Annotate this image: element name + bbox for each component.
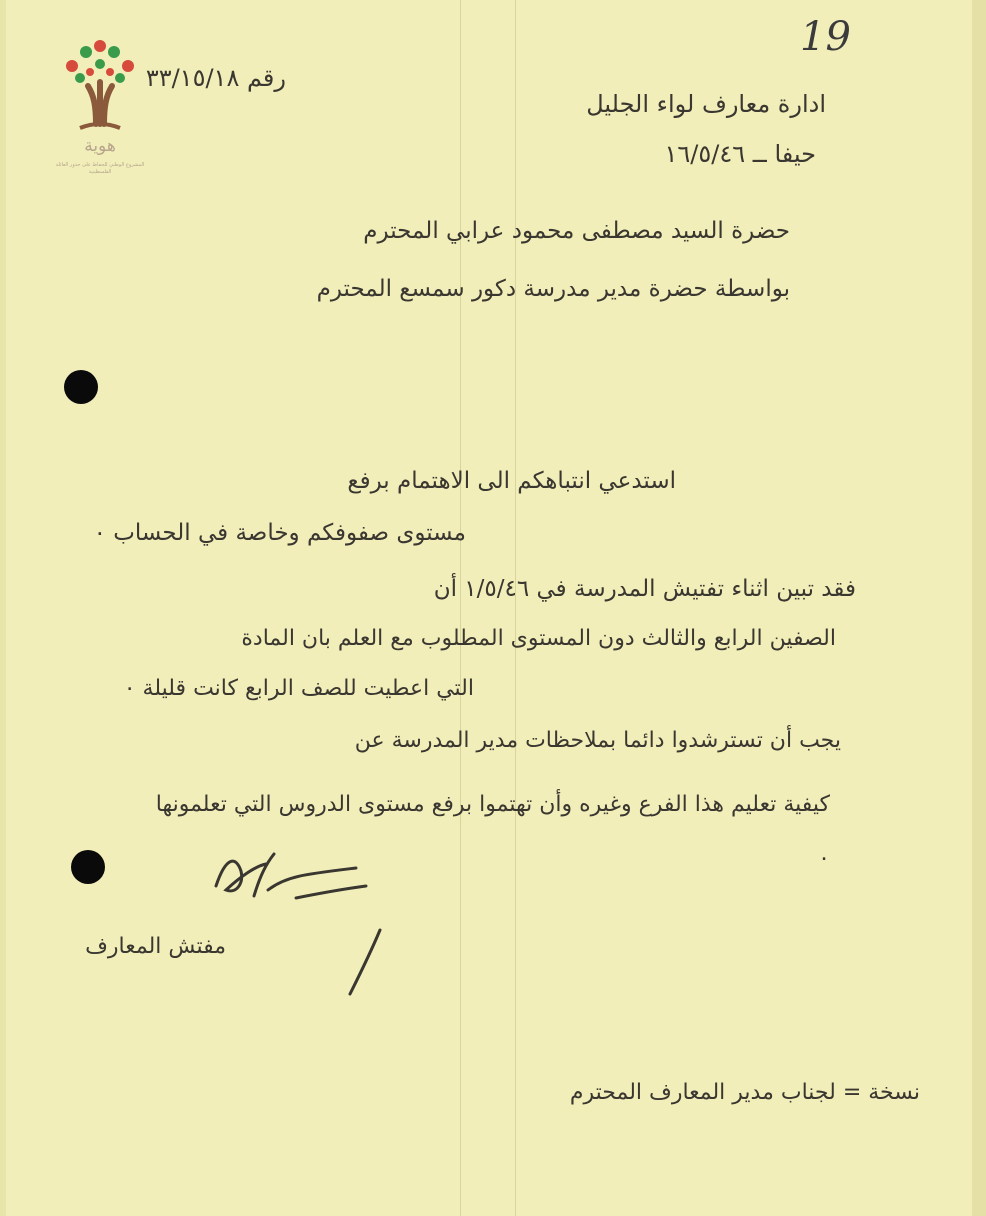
punch-hole [64,370,98,404]
signature-flourish [330,924,390,1004]
punch-hole [71,850,105,884]
page-edge-left [0,0,6,1216]
archive-logo [50,36,150,186]
logo-tagline: المشروع الوطني للحفاظ على جذور العائلة الفلسطينية [55,162,145,175]
signature-title: مفتش المعارف [85,934,226,959]
copy-to-line: نسخة = لجناب مدير المعارف المحترم [569,1080,920,1105]
reference-number: رقم ٣٣/١٥/١٨ [145,64,286,92]
paper-fold-line [460,0,461,1216]
body-paragraph: كيفية تعليم هذا الفرع وغيره وأن تهتموا برفع مستوى الدروس التي تعلمونها ٠ [155,792,830,871]
page-edge-right [972,0,986,1216]
place-date: حيفا ــ ١٦/٥/٤٦ [664,140,816,168]
page-number: 19 [800,14,851,60]
body-line: استدعي انتباهكم الى الاهتمام برفع [347,468,676,494]
family-tree-icon [50,36,150,136]
body-line: التي اعطيت للصف الرابع كانت قليلة ٠ [123,676,474,701]
body-line: مستوى صفوفكم وخاصة في الحساب ٠ [93,520,466,546]
paper-fold-line [515,0,516,1216]
office-name: ادارة معارف لواء الجليل [586,90,826,118]
body-line: يجب أن تسترشدوا دائما بملاحظات مدير المدرسة عن [354,728,841,753]
body-line: الصفين الرابع والثالث دون المستوى المطلوب مع العلم بان المادة [241,626,836,651]
body-line: فقد تبين اثناء تفتيش المدرسة في ١/٥/٤٦ أن [433,576,856,602]
logo-wordmark: هوية [84,136,116,156]
signature [196,846,396,916]
via-line: بواسطة حضرة مدير مدرسة دكور سمسع المحترم [316,276,790,302]
addressee: حضرة السيد مصطفى محمود عرابي المحترم [363,218,790,244]
